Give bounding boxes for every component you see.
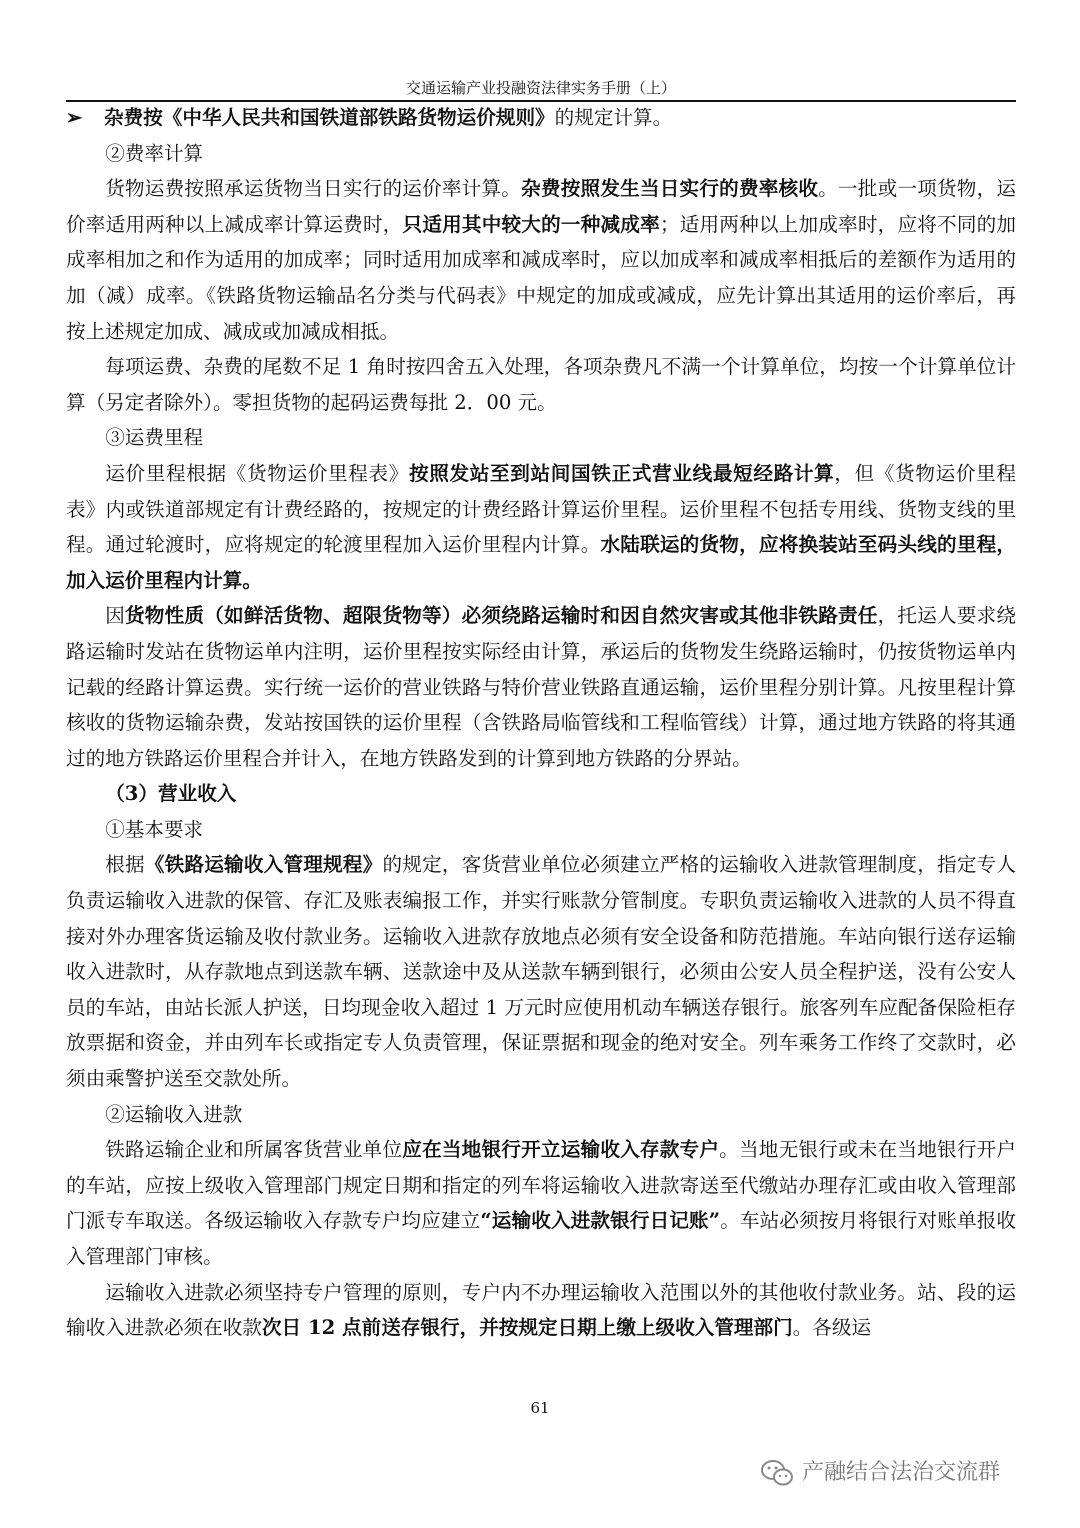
text: 因 bbox=[105, 604, 125, 628]
bold-text: 只适用其中较大的一种减成率 bbox=[402, 212, 660, 236]
bold-text: 次日 12 点前送存银行，并按规定日期上缴上级收入管理部门 bbox=[261, 1316, 793, 1340]
paragraph-basic bbox=[66, 847, 1016, 1096]
arrow-bullet-icon: ➢ bbox=[66, 106, 83, 129]
text: 。当地无银行或未在当地银行开户的车站，应按上级收入管理部门规定日期和指定的列车将运输收入进款寄送至代缴站办理存汇或由收入管理部门派专车取送。各级运输收入存款专户均应建立 bbox=[66, 1138, 1017, 1233]
text: 的规定计算。 bbox=[554, 106, 673, 129]
bold-text: 货物性质（如鲜活货物、超限货物等）必须绕路运输时和因自然灾害或其他非铁路责任 bbox=[125, 604, 878, 628]
watermark bbox=[760, 1458, 1000, 1488]
paragraph-income bbox=[66, 1132, 1016, 1274]
section-heading-revenue bbox=[66, 776, 1016, 812]
wechat-icon bbox=[760, 1458, 796, 1488]
paragraph-detour bbox=[66, 598, 1016, 776]
text: 根据 bbox=[105, 853, 145, 877]
section-heading-income: ②运输收入进款 bbox=[105, 1102, 243, 1126]
section-heading-basic: ①基本要求 bbox=[105, 817, 204, 841]
section-heading-mileage: ③运费里程 bbox=[105, 426, 204, 450]
text: 。一批或一项货物，运价率适用两种以上减成率计算运费时， bbox=[66, 177, 1017, 236]
bullet-text bbox=[104, 100, 672, 136]
paragraph-rate bbox=[66, 171, 1016, 349]
paragraph-rounding: 每项运费、杂费的尾数不足 1 角时按四舍五入处理，各项杂费凡不满一个计算单位，均按一个计算单位计算（另定者除外）。零担货物的起码运费每批 2．00 元。 bbox=[66, 355, 1016, 414]
paragraph-management bbox=[66, 1275, 1016, 1346]
bullet-paragraph bbox=[66, 100, 1016, 136]
bold-text: 按照发站至到站间国铁正式营业线最短经路计算 bbox=[409, 461, 835, 485]
text: 。各级运 bbox=[792, 1316, 872, 1340]
text: ；适用两种以上加成率时，应将不同的加成率相加之和作为适用的加成率；同时适用加成率和减成率时，应以加成率和减成率相抵后的差额作为适用的加（减）成率。《铁路货物运输品名分类与代码表》中规定的加成或减成，应先计算出其适用的运价率后，再按上述规定加成、减成或加减成相抵。 bbox=[66, 212, 1017, 343]
bold-text: 水陆联运的货物，应将换装站至码头线的里程，加入运价里程内计算。 bbox=[66, 533, 1017, 592]
text: ，托运人要求绕路运输时发站在货物运单内注明，运价里程按实际经由计算，承运后的货物发生绕路运输时，仍按货物运单内记载的经路计算运费。实行统一运价的营业铁路与特价营业铁路直通运输，运价里程分别计算。凡按里程计算核收的货物运输杂费，发站按国铁的运价里程（含铁路局临管线和工程临管线）计算，通过地方铁路的将其通过的地方铁路运价里程合并计入，在地方铁路发到的计算到地方铁路的分界站。 bbox=[66, 604, 1017, 770]
paragraph-mileage bbox=[66, 456, 1016, 598]
text: 铁路运输企业和所属客货营业单位 bbox=[105, 1138, 403, 1162]
bold-text: “运输收入进款银行日记账” bbox=[480, 1209, 721, 1233]
text: 。车站必须按月将银行对账单报收入管理部门审核。 bbox=[66, 1209, 1017, 1268]
bold-text: （3）营业收入 bbox=[105, 782, 237, 806]
section-heading-rate: ②费率计算 bbox=[105, 141, 204, 165]
bold-text: 《铁路运输收入管理规程》 bbox=[144, 853, 383, 877]
text: 运价里程根据《货物运价里程表》 bbox=[105, 461, 410, 485]
watermark-text: 产融结合法治交流群 bbox=[802, 1460, 1001, 1485]
text: 的规定，客货营业单位必须建立严格的运输收入进款管理制度，指定专人负责运输收入进款的保管、存汇及账表编报工作，并实行账款分管制度。专职负责运输收入进款的人员不得直接对外办理客货运输及收付款业务。运输收入进款存放地点必须有安全设备和防范措施。车站向银行送存运输收入进款时，从存款地点到送款车辆、送款途中及从送款车辆到银行，必须由公安人员全程护送，没有公安人员的车站，由站长派人护送，日均现金收入超过 1 万元时应使用机动车辆送存银行。旅客列车应配备保险柜存放票据和资金，并由列车长或指定专人负责管理，保证票据和现金的绝对安全。列车乘务工作终了交款时，必须由乘警护送至交款处所。 bbox=[66, 853, 1017, 1091]
page-number: 61 bbox=[530, 1399, 550, 1417]
bold-text: 应在当地银行开立运输收入存款专户 bbox=[402, 1138, 720, 1162]
running-header: 交通运输产业投融资法律实务手册（上） bbox=[66, 78, 1016, 102]
bold-text: 杂费按照发生当日实行的费率核收 bbox=[521, 177, 819, 201]
document-body bbox=[66, 100, 1016, 1346]
text: 运输收入进款必须坚持专户管理的原则，专户内不办理运输收入范围以外的其他收付款业务。站、段的运输收入进款必须在收款 bbox=[66, 1280, 1016, 1340]
text: 货物运费按照承运货物当日实行的运价率计算。 bbox=[105, 177, 522, 201]
bold-text: 杂费按《中华人民共和国铁道部铁路货物运价规则》 bbox=[104, 106, 555, 129]
text: ，但《货物运价里程表》内或铁道部规定有计费经路的，按规定的计费经路计算运价里程。运价里程不包括专用线、货物支线的里程。通过轮渡时，应将规定的轮渡里程加入运价里程内计算。 bbox=[66, 461, 1017, 557]
